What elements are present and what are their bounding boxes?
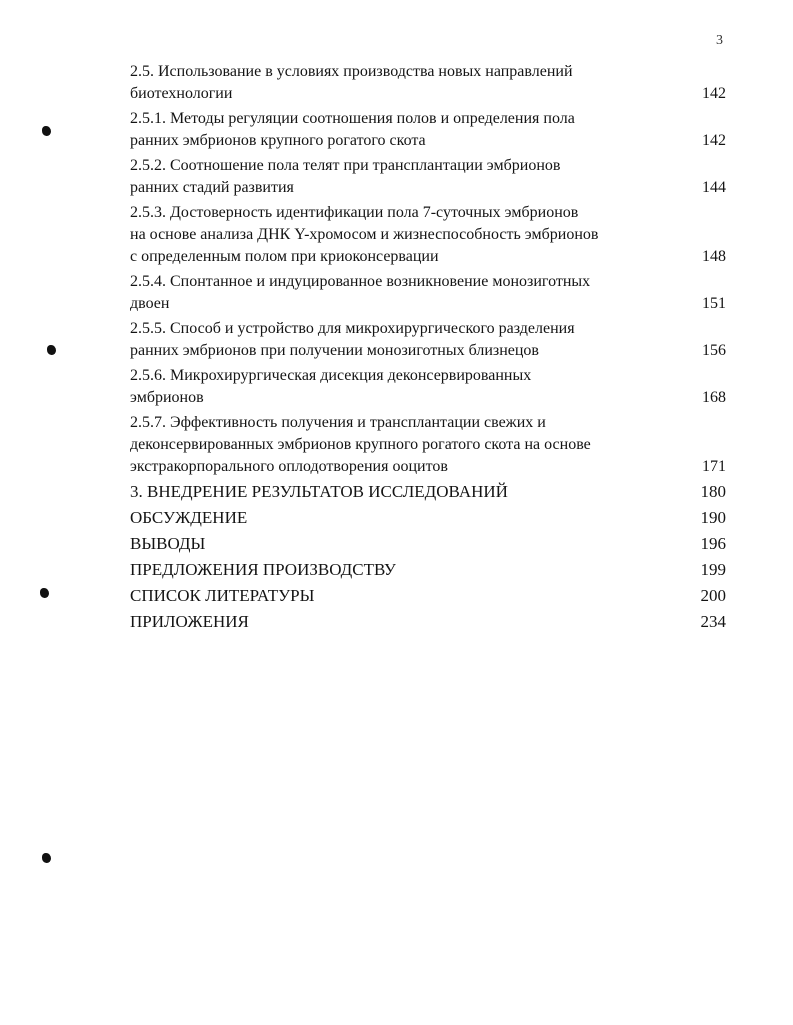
- toc-page-number: 199: [700, 560, 726, 579]
- toc-entry-line: эмбрионов: [130, 389, 204, 406]
- toc-entry[interactable]: [130, 155, 728, 199]
- toc-entry-line: ранних стадий развития: [130, 179, 294, 196]
- toc-entry-line: 2.5.4. Спонтанное и индуцированное возникновение монозиготных: [130, 273, 591, 290]
- toc-entry-line: 2.5.1. Методы регуляции соотношения полов и определения пола: [130, 110, 575, 127]
- toc-entry-line: двоен: [130, 295, 170, 312]
- toc-page-number: 190: [700, 508, 726, 527]
- toc-page-number: 148: [702, 248, 726, 265]
- toc-entry[interactable]: [130, 271, 728, 315]
- toc-entry-line: 2.5. Использование в условиях производства новых направлений: [130, 63, 573, 80]
- toc-entry-line: 2.5.5. Способ и устройство для микрохирургического разделения: [130, 320, 575, 337]
- toc-page-number: 151: [702, 295, 726, 312]
- toc-page-number: 144: [702, 179, 726, 196]
- toc-main-title: СПИСОК ЛИТЕРАТУРЫ: [130, 586, 315, 605]
- toc-page-number: 196: [700, 534, 726, 553]
- binding-hole-mark: [47, 345, 56, 355]
- toc-entry-line: с определенным полом при криоконсервации: [130, 248, 439, 265]
- toc-entry[interactable]: [130, 202, 728, 268]
- toc-main-entry[interactable]: [130, 481, 728, 503]
- binding-hole-mark: [42, 126, 51, 136]
- toc-main-entry[interactable]: [130, 559, 728, 581]
- page-number: 3: [716, 33, 723, 48]
- toc-page-number: 142: [702, 132, 726, 149]
- toc-entry[interactable]: [130, 412, 728, 478]
- table-of-contents: [130, 61, 728, 637]
- toc-entry-line: 2.5.2. Соотношение пола телят при трансплантации эмбрионов: [130, 157, 561, 174]
- toc-entry-line: на основе анализа ДНК Y-хромосом и жизнеспособность эмбрионов: [130, 226, 599, 243]
- toc-page-number: 234: [700, 612, 726, 631]
- toc-entry[interactable]: [130, 365, 728, 409]
- toc-entry-line: 2.5.3. Достоверность идентификации пола 7-суточных эмбрионов: [130, 204, 579, 221]
- toc-main-title: ПРИЛОЖЕНИЯ: [130, 612, 249, 631]
- toc-entry[interactable]: [130, 61, 728, 105]
- toc-entry[interactable]: [130, 318, 728, 362]
- toc-entry-line: ранних эмбрионов при получении монозиготных близнецов: [130, 342, 539, 359]
- toc-entry-line: биотехнологии: [130, 85, 233, 102]
- toc-entry[interactable]: [130, 108, 728, 152]
- toc-main-title: ВЫВОДЫ: [130, 534, 206, 553]
- toc-page-number: 168: [702, 389, 726, 406]
- toc-main-entry[interactable]: [130, 611, 728, 633]
- toc-main-entry[interactable]: [130, 533, 728, 555]
- toc-entry-line: ранних эмбрионов крупного рогатого скота: [130, 132, 426, 149]
- toc-page-number: 156: [702, 342, 726, 359]
- toc-main-entry[interactable]: [130, 585, 728, 607]
- toc-entry-line: экстракорпорального оплодотворения ооцитов: [130, 458, 448, 475]
- toc-page-number: 200: [700, 586, 726, 605]
- toc-main-title: ОБСУЖДЕНИЕ: [130, 508, 248, 527]
- toc-main-entry[interactable]: [130, 507, 728, 529]
- toc-entry-line: 2.5.6. Микрохирургическая дисекция деконсервированных: [130, 367, 532, 384]
- toc-main-title: ПРЕДЛОЖЕНИЯ ПРОИЗВОДСТВУ: [130, 560, 396, 579]
- toc-entry-line: деконсервированных эмбрионов крупного рогатого скота на основе: [130, 436, 591, 453]
- toc-main-title: 3. ВНЕДРЕНИЕ РЕЗУЛЬТАТОВ ИССЛЕДОВАНИЙ: [130, 482, 508, 501]
- toc-page-number: 171: [702, 458, 726, 475]
- toc-page-number: 142: [702, 85, 726, 102]
- toc-entry-line: 2.5.7. Эффективность получения и трансплантации свежих и: [130, 414, 546, 431]
- binding-hole-mark: [42, 853, 51, 863]
- binding-hole-mark: [40, 588, 49, 598]
- toc-page-number: 180: [700, 482, 726, 501]
